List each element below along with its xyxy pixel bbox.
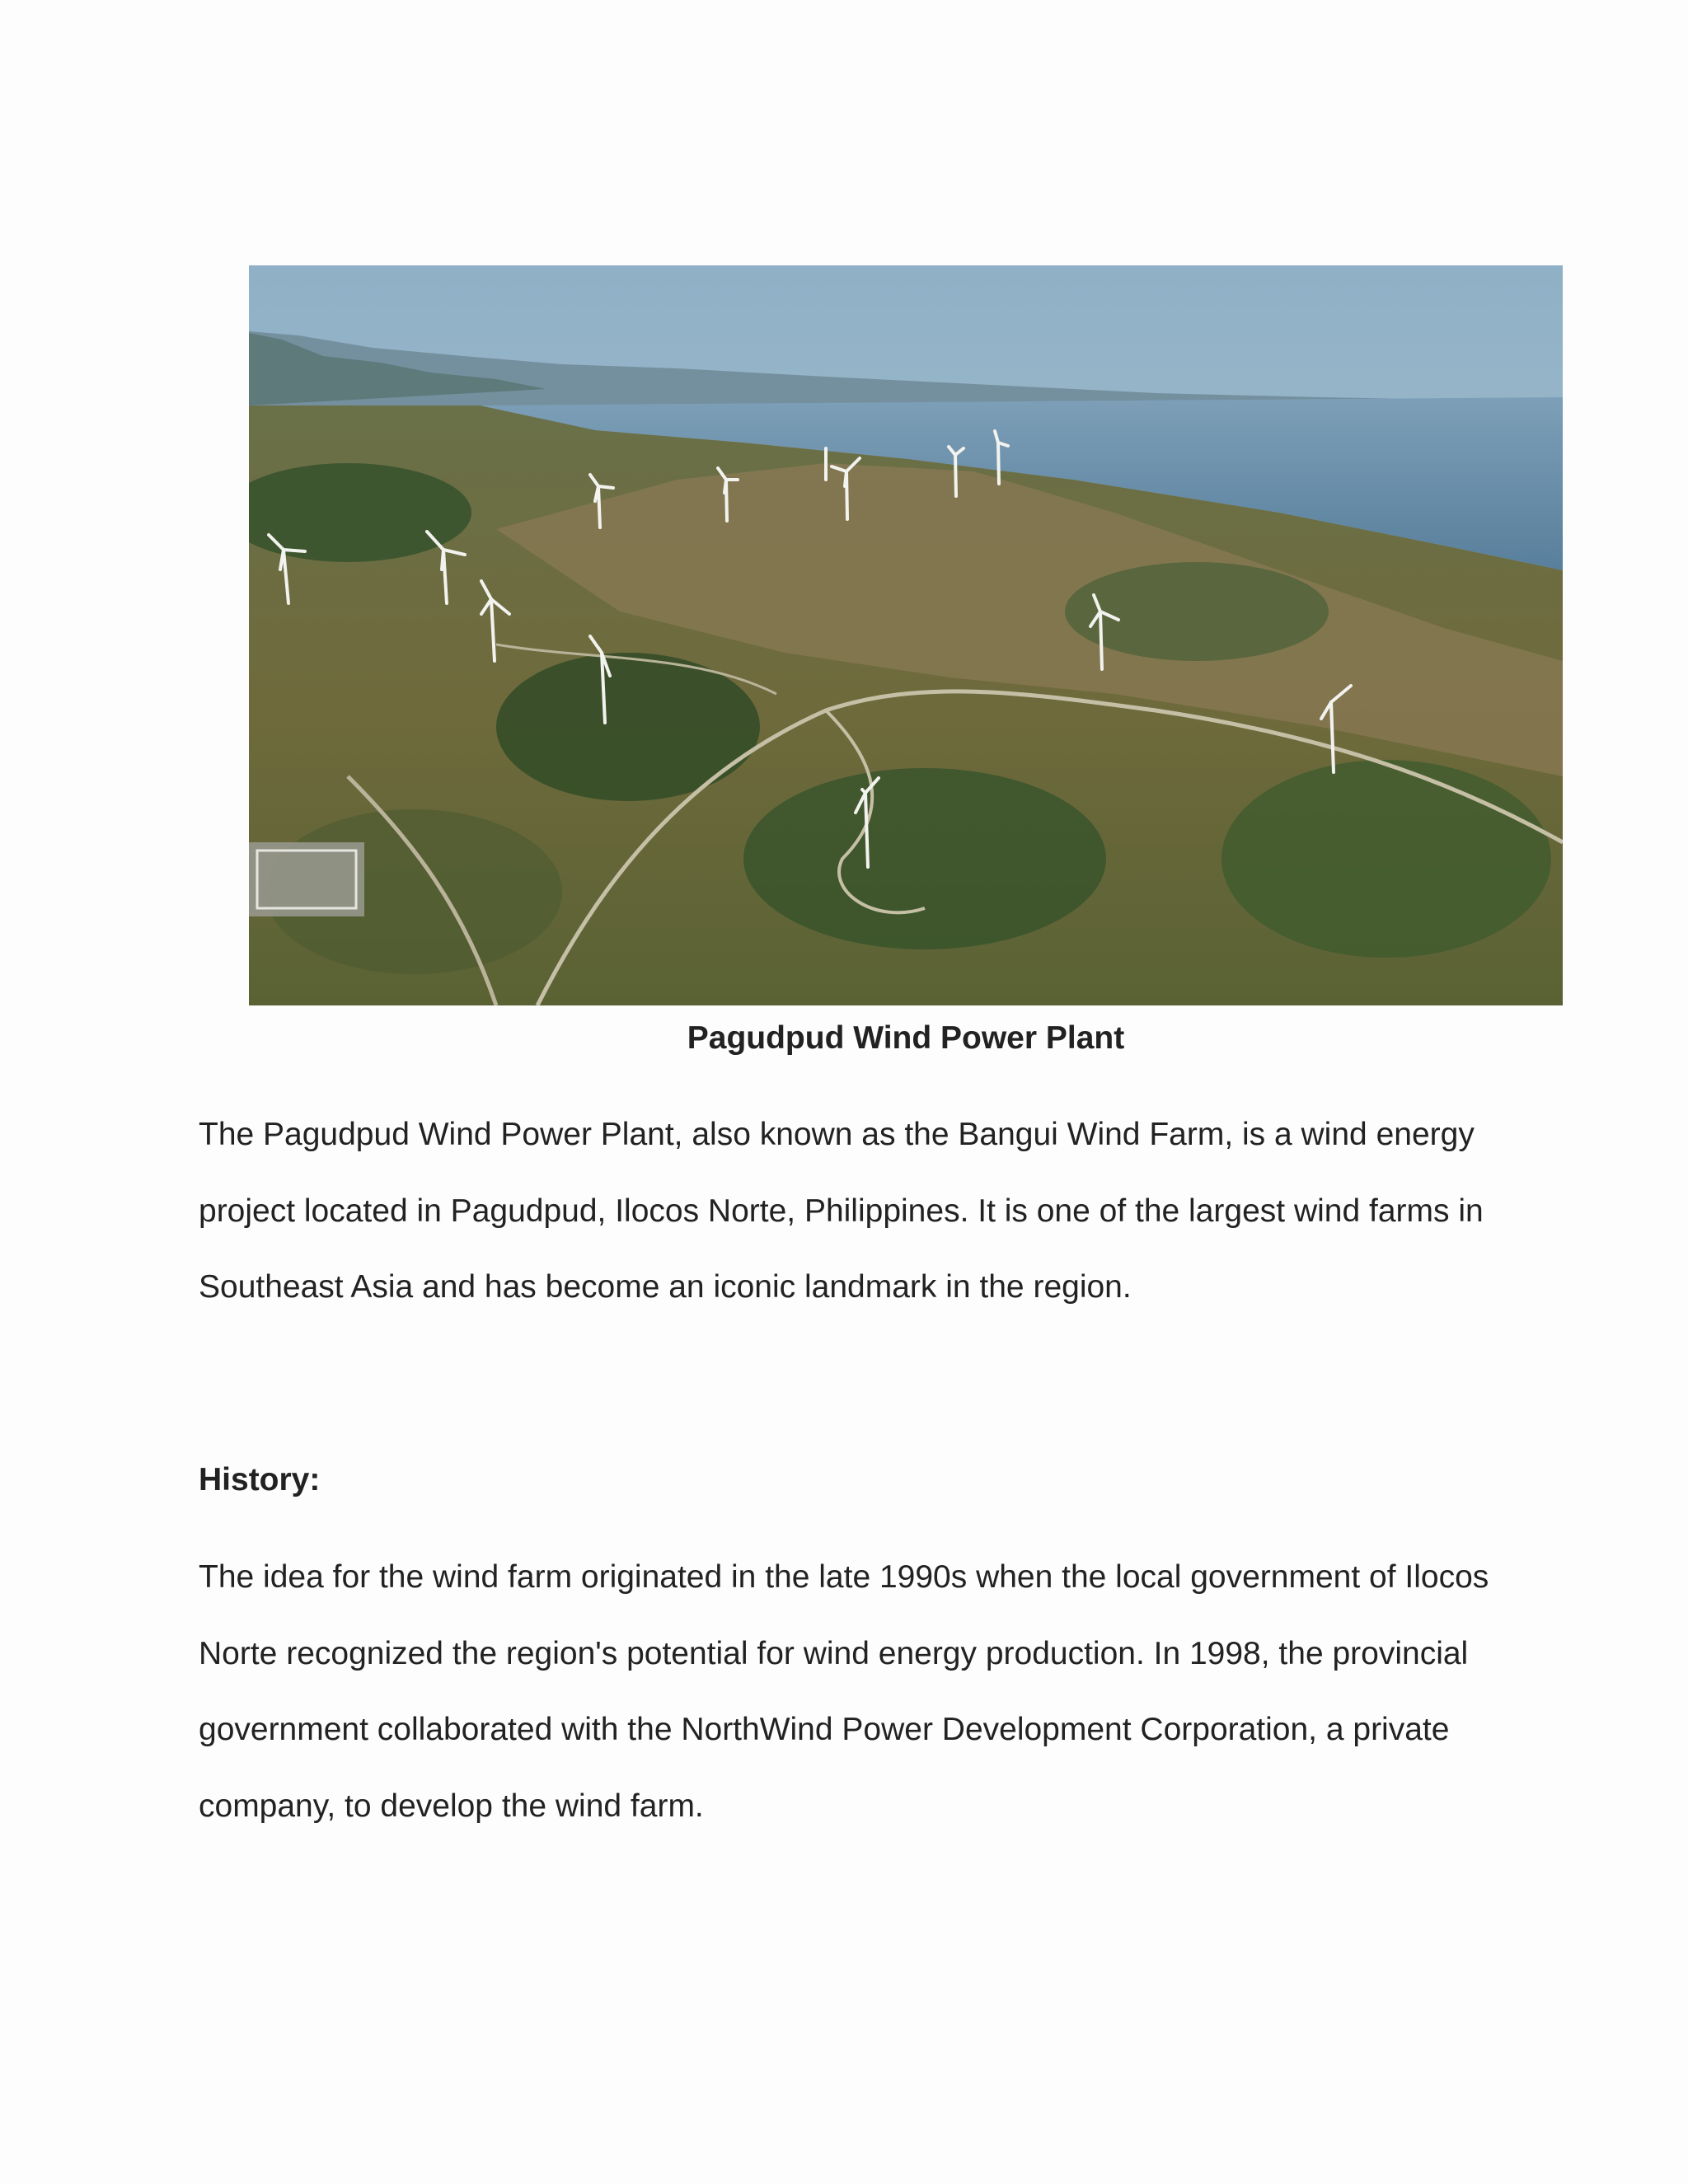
history-line: Norte recognized the region's potential for wind energy production. In 1998, the provincial xyxy=(199,1635,1469,1671)
history-paragraph xyxy=(199,1540,1583,1844)
section-heading-history: History: xyxy=(199,1462,321,1497)
intro-line: The Pagudpud Wind Power Plant, also known as the Bangui Wind Farm, is a wind energy xyxy=(199,1117,1475,1152)
wind-farm-photo xyxy=(249,265,1563,1005)
history-line: The idea for the wind farm originated in the late 1990s when the local government of Ilocos xyxy=(199,1559,1489,1595)
intro-paragraph xyxy=(199,1097,1583,1326)
intro-line: project located in Pagudpud, Ilocos Norte, Philippines. It is one of the largest wind farms in xyxy=(199,1193,1484,1229)
intro-line: Southeast Asia and has become an iconic landmark in the region. xyxy=(199,1269,1132,1305)
history-line: government collaborated with the NorthWind Power Development Corporation, a private xyxy=(199,1712,1450,1747)
history-line: company, to develop the wind farm. xyxy=(199,1788,704,1824)
figure-caption: Pagudpud Wind Power Plant xyxy=(687,1020,1125,1056)
